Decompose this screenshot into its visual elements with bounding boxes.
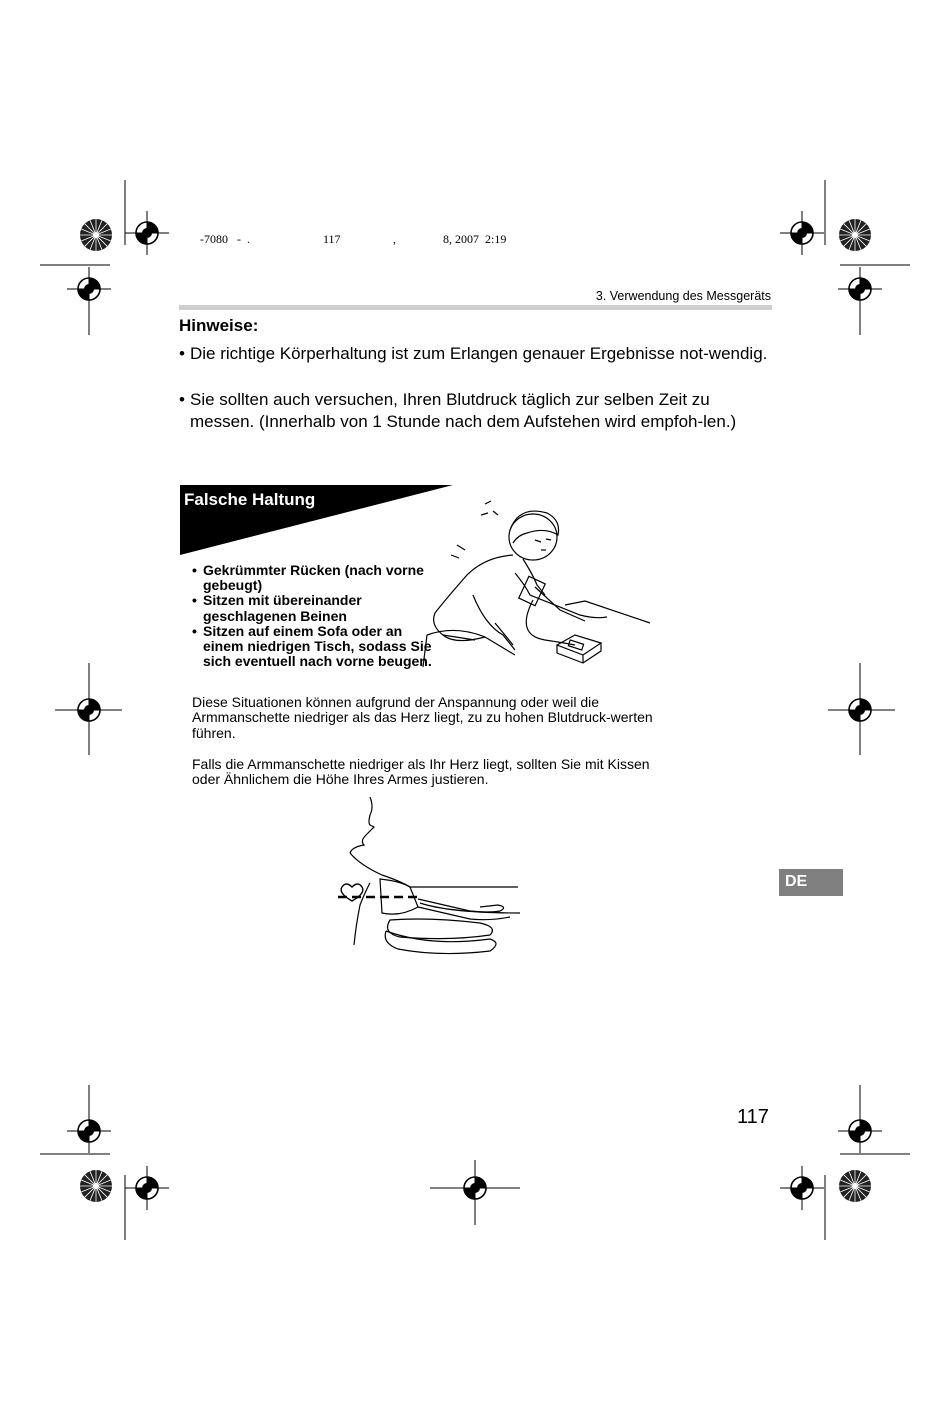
list-item bbox=[192, 624, 432, 670]
registration-mark-icon bbox=[125, 1166, 169, 1210]
list-item bbox=[192, 563, 432, 593]
print-code: -7080 - . bbox=[200, 232, 250, 246]
page-number: 117 bbox=[737, 1106, 769, 1128]
language-tab bbox=[779, 869, 843, 896]
language-tab-label: DE bbox=[785, 873, 808, 890]
person-bent-illustration bbox=[415, 495, 655, 670]
list-item bbox=[192, 593, 432, 623]
registration-mark-icon bbox=[125, 211, 169, 255]
wrong-posture-list bbox=[192, 563, 432, 669]
header-rule bbox=[179, 305, 772, 310]
print-page: 117 bbox=[323, 232, 341, 246]
note-text: Die richtige Körperhaltung ist zum Erlangen genauer Ergebnisse not-wendig. bbox=[190, 344, 768, 363]
registration-mark-icon bbox=[780, 1166, 824, 1210]
wrong-posture-title: Falsche Haltung bbox=[184, 490, 316, 509]
bullet: • bbox=[179, 344, 185, 363]
bullet: • bbox=[192, 562, 197, 578]
list-item-text: Gekrümmter Rücken (nach vorne gebeugt) bbox=[203, 562, 424, 594]
advice-text: Falls die Armmanschette niedriger als Ihr Herz liegt, sollten Sie mit Kissen oder Ähnlichem die Höhe Ihres Armes justieren. bbox=[192, 756, 650, 788]
color-wheel-icon bbox=[839, 1170, 871, 1202]
bullet: • bbox=[192, 592, 197, 609]
color-wheel-icon bbox=[839, 219, 871, 251]
list-item-text: Sitzen auf einem Sofa oder an einem niedrigen Tisch, sodass Sie sich eventuell nach vorne beugen. bbox=[203, 622, 432, 670]
color-wheel-icon bbox=[80, 1170, 112, 1202]
note-text: Sie sollten auch versuchen, Ihren Blutdruck täglich zur selben Zeit zu messen. (Innerhalb von 1 Stunde nach dem Aufstehen wird empfoh-len.) bbox=[190, 390, 737, 431]
bullet: • bbox=[179, 390, 185, 409]
print-comma: , bbox=[393, 232, 396, 246]
notes-title: Hinweise: bbox=[179, 316, 259, 335]
note-item bbox=[179, 343, 774, 365]
list-item-text: Sitzen mit übereinander geschlagenen Beinen bbox=[203, 592, 362, 624]
explanation-text: Diese Situationen können aufgrund der Anspannung oder weil die Armmanschette niedriger als das Herz liegt, zu zu hohen Blutdruck-werten führen. bbox=[192, 694, 653, 741]
registration-mark-icon bbox=[780, 211, 824, 255]
arm-cushion-illustration bbox=[330, 795, 525, 955]
section-header: 3. Verwendung des Messgeräts bbox=[595, 289, 771, 303]
color-wheel-icon bbox=[80, 219, 112, 251]
bullet: • bbox=[192, 622, 197, 639]
note-item bbox=[179, 389, 774, 433]
heart-icon bbox=[341, 884, 363, 901]
print-datetime: 8, 2007 2:19 bbox=[443, 232, 507, 246]
